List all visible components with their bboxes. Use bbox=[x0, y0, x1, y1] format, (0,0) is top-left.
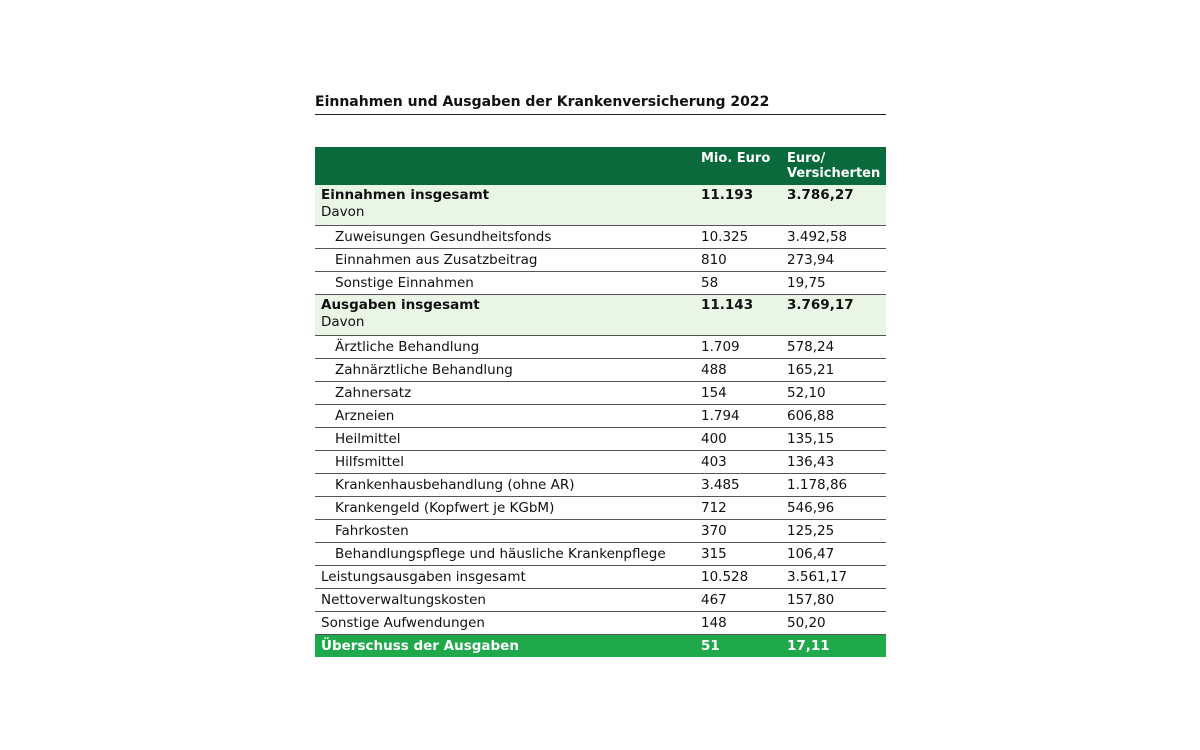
expense-total-row bbox=[315, 295, 886, 336]
surplus-expenses-row bbox=[315, 635, 886, 658]
surplus-label: Überschuss der Ausgaben bbox=[315, 635, 695, 658]
row-per: 125,25 bbox=[781, 520, 886, 543]
header-euro-line: Euro/ bbox=[787, 151, 826, 166]
table-row bbox=[315, 543, 886, 566]
row-mio: 488 bbox=[695, 359, 781, 382]
row-mio: 403 bbox=[695, 451, 781, 474]
row-mio: 1.794 bbox=[695, 405, 781, 428]
row-mio: 810 bbox=[695, 249, 781, 272]
row-mio: 712 bbox=[695, 497, 781, 520]
income-total-row bbox=[315, 185, 886, 226]
surplus-per: 17,11 bbox=[781, 635, 886, 658]
table-row bbox=[315, 249, 886, 272]
row-label: Hilfsmittel bbox=[315, 451, 695, 474]
income-total-mio: 11.193 bbox=[695, 185, 781, 226]
row-per: 3.492,58 bbox=[781, 226, 886, 249]
table-row bbox=[315, 272, 886, 295]
row-per: 578,24 bbox=[781, 336, 886, 359]
row-per: 165,21 bbox=[781, 359, 886, 382]
table-row bbox=[315, 226, 886, 249]
row-mio: 10.325 bbox=[695, 226, 781, 249]
table-row bbox=[315, 520, 886, 543]
row-mio: 154 bbox=[695, 382, 781, 405]
row-mio: 10.528 bbox=[695, 566, 781, 589]
table-row bbox=[315, 451, 886, 474]
row-per: 19,75 bbox=[781, 272, 886, 295]
row-per: 273,94 bbox=[781, 249, 886, 272]
table-row bbox=[315, 612, 886, 635]
row-per: 3.561,17 bbox=[781, 566, 886, 589]
row-label: Zahnärztliche Behandlung bbox=[315, 359, 695, 382]
row-mio: 148 bbox=[695, 612, 781, 635]
income-total-label: Einnahmen insgesamt bbox=[321, 187, 490, 203]
table-row bbox=[315, 405, 886, 428]
income-total-per: 3.786,27 bbox=[781, 185, 886, 226]
row-label: Ärztliche Behandlung bbox=[315, 336, 695, 359]
row-label: Krankenhausbehandlung (ohne AR) bbox=[315, 474, 695, 497]
row-mio: 467 bbox=[695, 589, 781, 612]
document-container bbox=[315, 90, 886, 657]
row-label: Fahrkosten bbox=[315, 520, 695, 543]
page-title: Einnahmen und Ausgaben der Krankenversicherung 2022 bbox=[315, 90, 886, 115]
row-label: Sonstige Aufwendungen bbox=[315, 612, 695, 635]
row-label: Leistungsausgaben insgesamt bbox=[315, 566, 695, 589]
expense-total-label: Ausgaben insgesamt bbox=[321, 297, 480, 313]
expense-total-mio: 11.143 bbox=[695, 295, 781, 336]
row-per: 1.178,86 bbox=[781, 474, 886, 497]
expense-total-per: 3.769,17 bbox=[781, 295, 886, 336]
finance-table bbox=[315, 147, 886, 657]
row-per: 106,47 bbox=[781, 543, 886, 566]
expense-total-label-cell bbox=[315, 295, 695, 336]
table-row bbox=[315, 497, 886, 520]
row-label: Nettoverwaltungskosten bbox=[315, 589, 695, 612]
row-mio: 315 bbox=[695, 543, 781, 566]
row-label: Zahnersatz bbox=[315, 382, 695, 405]
row-mio: 58 bbox=[695, 272, 781, 295]
table-row bbox=[315, 474, 886, 497]
income-davon-label: Davon bbox=[321, 204, 365, 220]
row-label: Krankengeld (Kopfwert je KGbM) bbox=[315, 497, 695, 520]
row-per: 157,80 bbox=[781, 589, 886, 612]
header-label-cell bbox=[315, 147, 695, 185]
row-per: 546,96 bbox=[781, 497, 886, 520]
header-versicherten-line: Versicherten bbox=[787, 166, 881, 181]
row-mio: 3.485 bbox=[695, 474, 781, 497]
header-mio-euro: Mio. Euro bbox=[695, 147, 781, 185]
table-row bbox=[315, 566, 886, 589]
row-per: 52,10 bbox=[781, 382, 886, 405]
table-row bbox=[315, 382, 886, 405]
row-per: 50,20 bbox=[781, 612, 886, 635]
expense-davon-label: Davon bbox=[321, 314, 365, 330]
row-mio: 1.709 bbox=[695, 336, 781, 359]
row-label: Heilmittel bbox=[315, 428, 695, 451]
row-label: Arzneien bbox=[315, 405, 695, 428]
table-row bbox=[315, 336, 886, 359]
row-label: Einnahmen aus Zusatzbeitrag bbox=[315, 249, 695, 272]
row-per: 606,88 bbox=[781, 405, 886, 428]
row-mio: 400 bbox=[695, 428, 781, 451]
table-row bbox=[315, 428, 886, 451]
row-per: 135,15 bbox=[781, 428, 886, 451]
surplus-mio: 51 bbox=[695, 635, 781, 658]
row-label: Behandlungspflege und häusliche Krankenpflege bbox=[315, 543, 695, 566]
table-row bbox=[315, 589, 886, 612]
row-label: Sonstige Einnahmen bbox=[315, 272, 695, 295]
table-row bbox=[315, 359, 886, 382]
row-mio: 370 bbox=[695, 520, 781, 543]
row-label: Zuweisungen Gesundheitsfonds bbox=[315, 226, 695, 249]
table-header-row bbox=[315, 147, 886, 185]
row-per: 136,43 bbox=[781, 451, 886, 474]
income-total-label-cell bbox=[315, 185, 695, 226]
header-euro-per-insured bbox=[781, 147, 886, 185]
